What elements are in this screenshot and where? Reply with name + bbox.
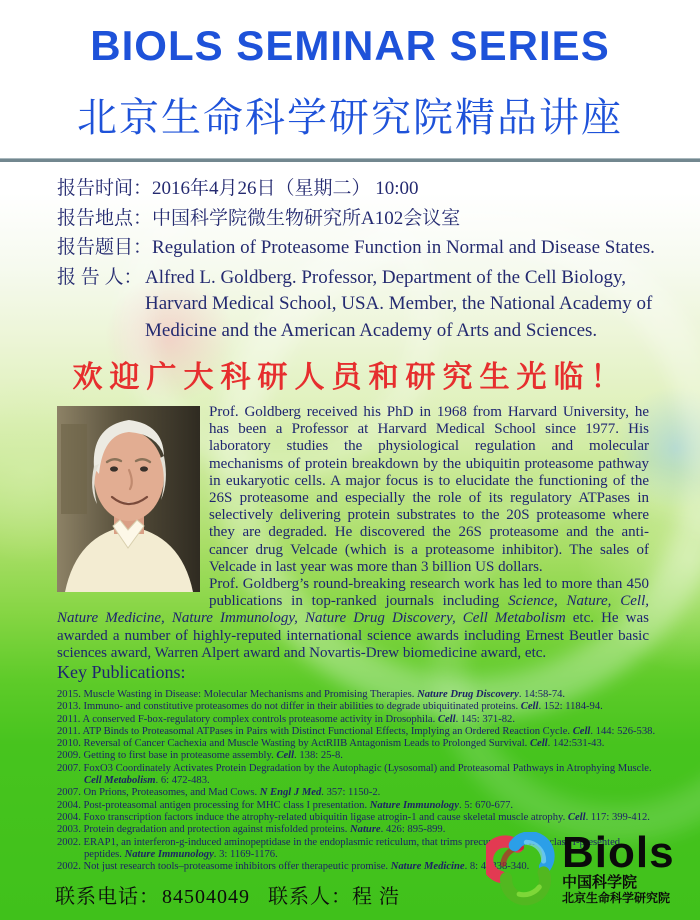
publication-journal: Nature Immunology (124, 848, 214, 860)
biols-logo-org-institute: 北京生命科学研究院 (562, 891, 671, 905)
speaker-photo (57, 406, 200, 592)
contact-person-name: 程 浩 (352, 886, 400, 908)
journal-names-italic: Science, Nature, Cell, Nature Medicine, Nature Immunology, Nature Drug Discovery, Cell Metabolism (57, 593, 649, 627)
publication-title: 2002. ERAP1, an interferon-g-induced aminopeptidase in the endoplasmic reticulum, that trims precursors to MHC class I-presented peptides. (57, 836, 621, 860)
publications-heading: Key Publications: (57, 662, 186, 682)
biols-logo-org-cas: 中国科学院 (562, 874, 638, 891)
publication-item (57, 689, 657, 701)
publication-journal: Cell (520, 701, 539, 713)
publication-reference: . 117: 399-412. (585, 811, 650, 823)
contact-phone-label: 联系电话： (55, 886, 160, 908)
detail-row (57, 265, 657, 345)
publication-title: 2010. Reversal of Cancer Cachexia and Muscle Wasting by ActRIIB Antagonism Leads to Prolonged Survival. (57, 738, 530, 750)
biols-logo-name: Biols (562, 828, 675, 877)
biols-logo (486, 828, 698, 916)
detail-value: Regulation of Proteasome Function in Normal and Disease States. (152, 237, 655, 258)
publication-item (57, 812, 657, 824)
welcome-line: 欢迎广大科研人员和研究生光临！ (72, 361, 628, 394)
publication-journal: Cell (567, 811, 586, 823)
bio-text-segment: etc. He was awarded a number of highly-reputed international science awards including Ernest Beutler basic sciences award, Warren Alpert award and Novartis-Drew biomedicine award, etc. (57, 610, 649, 661)
detail-value: Alfred L. Goldberg. Professor, Department of the Cell Biology, Harvard Medical School, USA. Member, the National Academy of Medicine and the American Academy of Arts and Sciences. (145, 266, 653, 341)
publication-item (57, 726, 657, 738)
bio-paragraph-1: Prof. Goldberg received his PhD in 1968 from Harvard University, he has been a Professor at Harvard Medical School since 1977. His laboratory studies the physiological regulation and molecular mechanisms of protein breakdown by the ubiquitin proteasome pathway in eukaryotic cells. A major focus is to elucidate the functioning of the 26S proteasome and especially the role of its regulatory ATPases in selectively delivering protein substrates to the 20S proteasome where they are degraded. He discovered the 26S proteasome and the anti-cancer drug Velcade (which is a proteasome inhibitor). The sales of Velcade in last year was more than 3 billion US dollars. (209, 404, 649, 575)
contact-person-label: 联系人： (268, 886, 352, 908)
publication-item (57, 800, 657, 812)
publication-item (57, 738, 657, 750)
publication-journal: Cell (276, 750, 295, 762)
publication-reference: . 138: 25-8. (294, 750, 343, 762)
publication-reference: . 8: 4, 338-340. (464, 861, 530, 873)
publication-item (57, 763, 657, 788)
publication-journal: Nature Immunology (369, 799, 459, 811)
publication-item (57, 701, 657, 713)
detail-label: 报告题目： (57, 237, 153, 258)
publication-reference: . 3: 1169-1176. (213, 848, 278, 860)
publication-item (57, 714, 657, 726)
detail-row (57, 206, 657, 233)
publication-title: 2007. FoxO3 Coordinately Activates Protein Degradation by the Autophagic (Lysosomal) and Proteasomal Pathways in Atrophying Muscle. (57, 762, 652, 774)
publication-title: 2015. Muscle Wasting in Disease: Molecular Mechanisms and Promising Therapies. (57, 689, 418, 700)
publication-title: 2004. Post-proteasomal antigen processing for MHC class I presentation. (57, 799, 370, 811)
publication-reference: . 144: 526-538. (590, 725, 656, 737)
biols-trefoil-icon (486, 832, 558, 916)
publication-reference: . 5: 670-677. (458, 799, 514, 811)
poster-title-english: BIOLS SEMINAR SERIES (90, 22, 610, 69)
publication-reference: . 6: 472-483. (155, 775, 210, 787)
publication-reference: . 145: 371-82. (455, 713, 516, 725)
detail-label: 报告时间： (57, 178, 153, 199)
contact-line (55, 880, 400, 909)
header-divider (0, 158, 700, 162)
publication-title: 2011. A conserved F-box-regulatory complex controls proteasome activity in Drosophila. (57, 713, 438, 725)
publication-title: 2004. Foxo transcription factors induce the atrophy-related ubiquitin ligase atrogin-1 and cause skeletal muscle atrophy. (57, 811, 568, 823)
publication-journal: Cell (437, 713, 456, 725)
publication-title: 2009. Getting to first base in proteasome assembly. (57, 750, 277, 762)
bio-text-segment: Prof. Goldberg’s round-breaking research work has led to more than 450 publications in top-ranked journals including (209, 576, 649, 610)
biols-logo-text (558, 828, 675, 916)
publication-item (57, 750, 657, 762)
publication-title: 2013. Immuno- and constitutive proteasomes do not differ in their abilities to degrade ubiquitinated proteins. (57, 701, 521, 713)
detail-value: 中国科学院微生物研究所A102会议室 (152, 207, 461, 229)
speaker-portrait-illustration (57, 406, 200, 592)
publication-reference: . 142:531-43. (547, 738, 605, 750)
speaker-bio (57, 404, 649, 662)
detail-label: 报告地点： (57, 207, 153, 229)
contact-phone-number: 84504049 (162, 886, 250, 908)
poster-title-chinese: 北京生命科学研究院精品讲座 (77, 96, 623, 140)
publication-item (57, 787, 657, 799)
publication-journal: N Engl J Med (259, 787, 322, 799)
publication-journal: Cell (572, 725, 591, 737)
publication-journal: Nature Drug Discovery (417, 689, 519, 700)
publication-reference: . 426: 895-899. (380, 824, 446, 836)
publication-title: 2007. On Prions, Proteasomes, and Mad Cows. (57, 787, 260, 799)
publication-journal: Nature (350, 824, 381, 836)
details-list (57, 176, 657, 347)
detail-row (57, 176, 657, 203)
publication-reference: . 152: 1184-94. (538, 701, 603, 713)
detail-label: 报 告 人： (57, 266, 143, 288)
publication-title: 2011. ATP Binds to Proteasomal ATPases in Pairs with Distinct Functional Effects, Implying an Ordered Reaction Cycle. (57, 725, 573, 737)
publication-journal: Nature Medicine (390, 861, 465, 873)
detail-value: 2016年4月26日（星期二） 10:00 (152, 178, 419, 199)
publication-journal: Cell (529, 738, 548, 750)
publication-reference: . 357: 1150-2. (321, 787, 381, 799)
publication-reference: . 14:58-74. (518, 689, 566, 700)
detail-row (57, 235, 657, 262)
publication-journal: Cell Metabolism (84, 775, 156, 787)
publication-title: 2003. Protein degradation and protection against misfolded proteins. (57, 824, 351, 836)
publication-title: 2002. Not just research tools–proteasome inhibitors offer therapeutic promise. (57, 861, 391, 873)
